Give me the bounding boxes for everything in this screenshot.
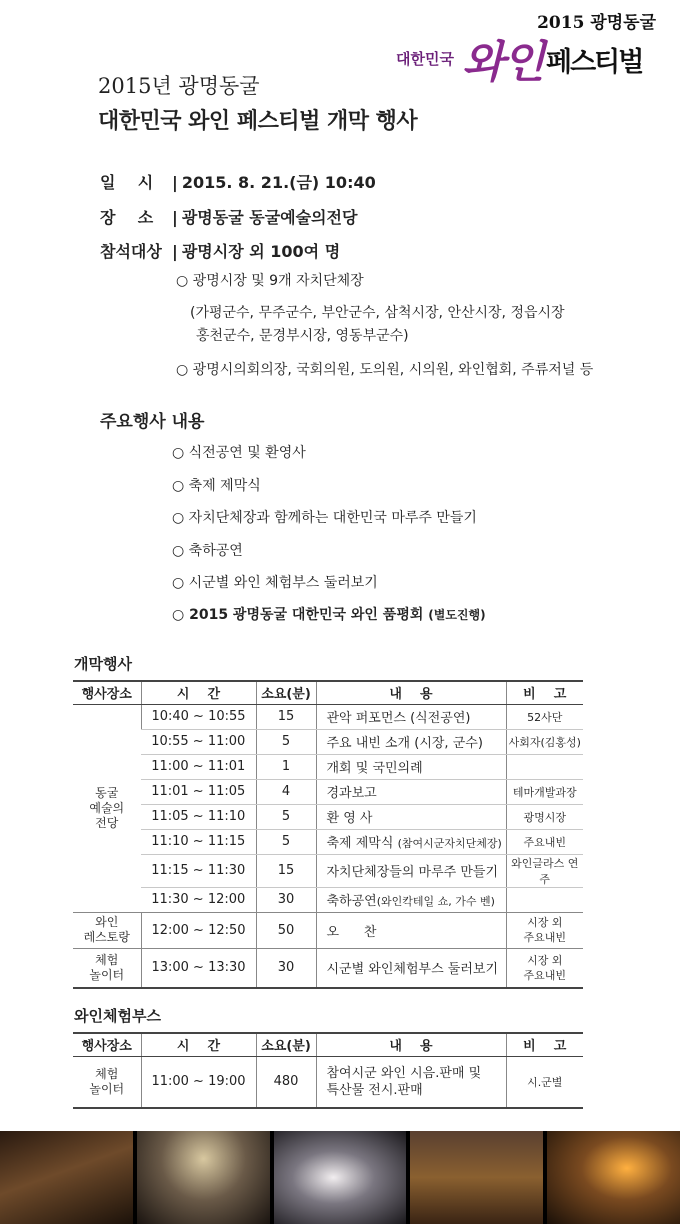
note-line: 시장 외 bbox=[527, 953, 563, 967]
minutes-cell: 15 bbox=[256, 854, 316, 887]
place-cell bbox=[73, 1056, 141, 1108]
header-time: 시 간 bbox=[141, 1033, 256, 1056]
note-cell bbox=[506, 887, 583, 912]
place-line: 예술의 bbox=[89, 800, 125, 815]
note-cell: 광명시장 bbox=[506, 804, 583, 829]
header-minutes: 소요(분) bbox=[256, 1033, 316, 1056]
minutes-cell: 4 bbox=[256, 779, 316, 804]
place-line: 놀이터 bbox=[89, 1081, 125, 1096]
cave-crowd-photo bbox=[137, 1131, 270, 1224]
place-cell bbox=[73, 948, 141, 988]
note-line: 시장 외 bbox=[527, 916, 563, 929]
program-item: ○ 자치단체장과 함께하는 대한민국 마루주 만들기 bbox=[172, 510, 477, 526]
place-line: 체험 bbox=[95, 1066, 119, 1081]
time-cell: 11:01 ~ 11:05 bbox=[141, 779, 256, 804]
booth-table bbox=[73, 1032, 583, 1109]
table-row bbox=[73, 754, 583, 779]
separator: | bbox=[172, 242, 178, 261]
wine-display-photo bbox=[410, 1131, 543, 1224]
place-line: 레스토랑 bbox=[83, 930, 130, 944]
logo-korea: 대한민국 bbox=[396, 50, 454, 68]
booth-table-title: 와인체험부스 bbox=[74, 1007, 161, 1025]
note-line: 주요내빈 bbox=[523, 931, 566, 944]
title-line1: 2015년 광명동굴 bbox=[98, 74, 260, 98]
note-cell: 52사단 bbox=[506, 704, 583, 729]
logo-year: 2015 광명동굴 bbox=[537, 13, 656, 33]
content-line: 참여시군 와인 시음.판매 및 bbox=[326, 1065, 482, 1081]
program-item: ○ 축하공연 bbox=[172, 543, 243, 559]
content-cell: 자치단체장들의 마루주 만들기 bbox=[316, 854, 506, 887]
info-value: 광명동굴 동굴예술의전당 bbox=[181, 208, 358, 227]
place-line: 동굴 bbox=[95, 785, 119, 800]
note-cell bbox=[506, 948, 583, 988]
content-main: 축제 제막식 bbox=[326, 836, 394, 851]
info-place bbox=[100, 205, 357, 228]
content-cell: 개회 및 국민의례 bbox=[316, 754, 506, 779]
content-main: 축하공연 bbox=[326, 894, 377, 909]
title-line2: 대한민국 와인 페스티벌 개막 행사 bbox=[98, 109, 418, 134]
place-line: 놀이터 bbox=[89, 967, 125, 982]
table-row bbox=[73, 854, 583, 887]
note-cell: 주요내빈 bbox=[506, 829, 583, 854]
header-time: 시 간 bbox=[141, 681, 256, 704]
content-small: (참여시군자치단체장) bbox=[397, 837, 502, 850]
program-tasting-note: (별도진행) bbox=[428, 608, 486, 622]
note-cell: 와인글라스 연주 bbox=[506, 854, 583, 887]
info-attendees bbox=[100, 239, 340, 262]
time-cell: 11:00 ~ 11:01 bbox=[141, 754, 256, 779]
note-cell: 테마개발과장 bbox=[506, 779, 583, 804]
content-cell: 오 찬 bbox=[316, 912, 506, 948]
table-header-row bbox=[73, 1033, 583, 1056]
header-minutes: 소요(분) bbox=[256, 681, 316, 704]
place-line: 전당 bbox=[95, 815, 119, 830]
table-row bbox=[73, 887, 583, 912]
content-cell: 환 영 사 bbox=[316, 804, 506, 829]
note-line: 주요내빈 bbox=[523, 968, 566, 982]
header-place: 행사장소 bbox=[73, 1033, 141, 1056]
note-cell: 시.군별 bbox=[506, 1056, 583, 1108]
attendee-detail-1: (가평군수, 무주군수, 부안군수, 삼척시장, 안산시장, 정읍시장 bbox=[190, 305, 565, 321]
separator: | bbox=[172, 208, 178, 227]
header-content: 내 용 bbox=[316, 681, 506, 704]
content-cell bbox=[316, 829, 506, 854]
program-item-tasting bbox=[172, 604, 486, 624]
note-cell bbox=[506, 912, 583, 948]
info-key: 장 소 bbox=[100, 208, 154, 227]
content-cell: 시군별 와인체험부스 둘러보기 bbox=[316, 948, 506, 988]
program-heading: 주요행사 내용 bbox=[100, 412, 205, 432]
program-tasting-label: ○ 2015 광명동굴 대한민국 와인 품평회 bbox=[172, 607, 424, 623]
photo-strip bbox=[0, 1131, 680, 1224]
time-cell: 11:15 ~ 11:30 bbox=[141, 854, 256, 887]
content-cell: 주요 내빈 소개 (시장, 군수) bbox=[316, 729, 506, 754]
table-row-tour bbox=[73, 948, 583, 988]
note-cell: 사회자(김홍성) bbox=[506, 729, 583, 754]
info-key: 일 시 bbox=[100, 173, 154, 192]
program-item: ○ 축제 제막식 bbox=[172, 478, 261, 494]
minutes-cell: 15 bbox=[256, 704, 316, 729]
place-cell bbox=[73, 704, 141, 912]
time-cell: 11:30 ~ 12:00 bbox=[141, 887, 256, 912]
table-row-lunch bbox=[73, 912, 583, 948]
program-item: ○ 시군별 와인 체험부스 둘러보기 bbox=[172, 575, 378, 591]
minutes-cell: 480 bbox=[256, 1056, 316, 1108]
time-cell: 13:00 ~ 13:30 bbox=[141, 948, 256, 988]
minutes-cell: 30 bbox=[256, 887, 316, 912]
minutes-cell: 50 bbox=[256, 912, 316, 948]
content-cell bbox=[316, 1056, 506, 1108]
logo-festival: 페스티벌 bbox=[546, 47, 643, 78]
time-cell: 11:05 ~ 11:10 bbox=[141, 804, 256, 829]
table-row bbox=[73, 829, 583, 854]
attendee-item-2: ○ 광명시의회의장, 국회의원, 도의원, 시의원, 와인협회, 주류저널 등 bbox=[176, 362, 594, 378]
info-key: 참석대상 bbox=[100, 242, 162, 261]
cave-tunnel-light-photo bbox=[274, 1131, 407, 1224]
header-content: 내 용 bbox=[316, 1033, 506, 1056]
time-cell: 11:00 ~ 19:00 bbox=[141, 1056, 256, 1108]
header-note: 비 고 bbox=[506, 1033, 583, 1056]
cave-restaurant-photo bbox=[0, 1131, 133, 1224]
attendee-detail-2: 홍천군수, 문경부시장, 영동부군수) bbox=[196, 328, 409, 344]
table-row bbox=[73, 704, 583, 729]
opening-table-title: 개막행사 bbox=[74, 655, 132, 673]
content-cell: 경과보고 bbox=[316, 779, 506, 804]
place-line: 와인 bbox=[95, 915, 119, 929]
minutes-cell: 5 bbox=[256, 804, 316, 829]
table-row bbox=[73, 729, 583, 754]
logo-wine: 와인 bbox=[462, 37, 544, 88]
content-cell: 관악 퍼포먼스 (식전공연) bbox=[316, 704, 506, 729]
festival-logo bbox=[396, 6, 666, 88]
minutes-cell: 30 bbox=[256, 948, 316, 988]
attendee-item-1: ○ 광명시장 및 9개 자치단체장 bbox=[176, 273, 364, 289]
separator: | bbox=[172, 173, 178, 192]
table-row bbox=[73, 804, 583, 829]
minutes-cell: 5 bbox=[256, 729, 316, 754]
time-cell: 11:10 ~ 11:15 bbox=[141, 829, 256, 854]
note-cell bbox=[506, 754, 583, 779]
content-small: (와인칵테일 쇼, 가수 벤) bbox=[376, 895, 495, 908]
minutes-cell: 5 bbox=[256, 829, 316, 854]
minutes-cell: 1 bbox=[256, 754, 316, 779]
header-place: 행사장소 bbox=[73, 681, 141, 704]
content-line: 특산물 전시.판매 bbox=[326, 1082, 423, 1098]
table-row bbox=[73, 779, 583, 804]
table-row bbox=[73, 1056, 583, 1108]
place-line: 체험 bbox=[95, 952, 119, 967]
info-datetime bbox=[100, 170, 376, 193]
cave-gate-photo bbox=[547, 1131, 680, 1224]
opening-schedule-table bbox=[73, 680, 583, 989]
program-item: ○ 식전공연 및 환영사 bbox=[172, 445, 306, 461]
info-value: 광명시장 외 100여 명 bbox=[181, 242, 341, 261]
time-cell: 12:00 ~ 12:50 bbox=[141, 912, 256, 948]
place-cell bbox=[73, 912, 141, 948]
time-cell: 10:55 ~ 11:00 bbox=[141, 729, 256, 754]
info-value: 2015. 8. 21.(금) 10:40 bbox=[181, 173, 376, 192]
table-header-row bbox=[73, 681, 583, 704]
header-note: 비 고 bbox=[506, 681, 583, 704]
time-cell: 10:40 ~ 10:55 bbox=[141, 704, 256, 729]
content-cell bbox=[316, 887, 506, 912]
